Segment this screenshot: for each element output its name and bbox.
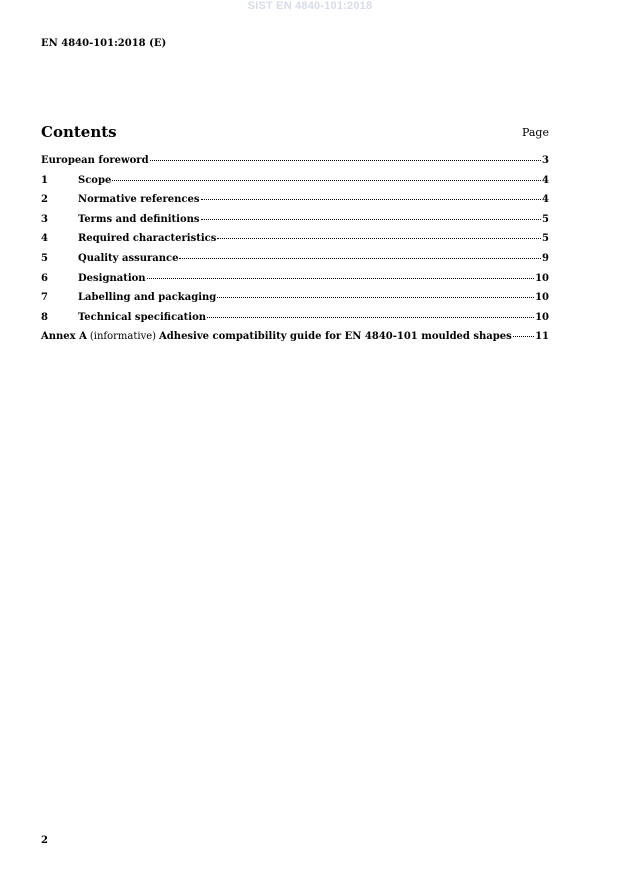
table-of-contents <box>41 155 549 351</box>
toc-entry-scope[interactable] <box>41 175 549 195</box>
toc-entry-page: 9 <box>542 252 549 264</box>
toc-entry-number: 2 <box>41 194 48 206</box>
toc-entry-title: Required characteristics <box>78 233 217 245</box>
toc-entry-technical-specification[interactable] <box>41 312 549 332</box>
contents-title: Contents <box>41 123 117 141</box>
toc-entry-designation[interactable] <box>41 273 549 293</box>
contents-header <box>41 123 549 143</box>
toc-annex-note: (informative) <box>89 331 157 343</box>
toc-entry-page: 5 <box>542 233 549 245</box>
toc-entry-terms-definitions[interactable] <box>41 214 549 234</box>
toc-entry-required-characteristics[interactable] <box>41 233 549 253</box>
toc-entry-page: 10 <box>535 292 549 304</box>
toc-leader-dots <box>207 316 534 318</box>
toc-entry-page: 5 <box>542 213 549 225</box>
toc-entry-number: 3 <box>41 213 48 225</box>
toc-entry-page: 4 <box>542 194 549 206</box>
toc-leader-dots <box>217 237 541 239</box>
toc-entry-number: 1 <box>41 174 48 186</box>
toc-entry-title: Quality assurance <box>78 252 179 264</box>
toc-leader-dots <box>112 179 541 181</box>
toc-entry-title: European foreword <box>41 155 149 166</box>
watermark: SIST EN 4840-101:2018 <box>247 0 373 12</box>
toc-leader-dots <box>201 218 542 220</box>
toc-entry-page: 3 <box>542 155 549 166</box>
toc-entry-labelling-packaging[interactable] <box>41 292 549 312</box>
toc-entry-title: Normative references <box>78 194 200 206</box>
toc-entry-page: 10 <box>535 272 549 284</box>
toc-entry-number: 5 <box>41 252 48 264</box>
toc-leader-dots <box>179 257 541 259</box>
toc-entry-title: Labelling and packaging <box>78 292 217 304</box>
toc-entry-title: Technical specification <box>78 311 207 323</box>
toc-leader-dots <box>150 159 541 161</box>
toc-leader-dots <box>513 335 534 337</box>
toc-entry-page: 4 <box>542 174 549 186</box>
page-number: 2 <box>41 835 48 846</box>
toc-annex-prefix: Annex A <box>41 331 87 343</box>
toc-entry-page: 10 <box>535 311 549 323</box>
toc-entry-number: 8 <box>41 311 48 323</box>
toc-entry-annex-a[interactable] <box>41 331 549 351</box>
toc-entry-number: 4 <box>41 233 48 245</box>
toc-entry-title: Adhesive compatibility guide for EN 4840-101 moulded shapes <box>159 331 512 343</box>
toc-leader-dots <box>147 277 535 279</box>
toc-entry-normative-references[interactable] <box>41 194 549 214</box>
toc-entry-title: Designation <box>78 272 146 284</box>
toc-leader-dots <box>201 198 542 200</box>
toc-leader-dots <box>217 296 534 298</box>
document-id: EN 4840-101:2018 (E) <box>41 38 167 49</box>
toc-entry-number: 7 <box>41 292 48 304</box>
toc-entry-quality-assurance[interactable] <box>41 253 549 273</box>
toc-entry-title: Terms and definitions <box>78 213 200 225</box>
toc-entry-foreword[interactable] <box>41 155 549 175</box>
toc-entry-title: Scope <box>78 174 112 186</box>
toc-entry-page: 11 <box>535 331 549 343</box>
toc-entry-number: 6 <box>41 272 48 284</box>
page-column-label: Page <box>521 126 549 139</box>
